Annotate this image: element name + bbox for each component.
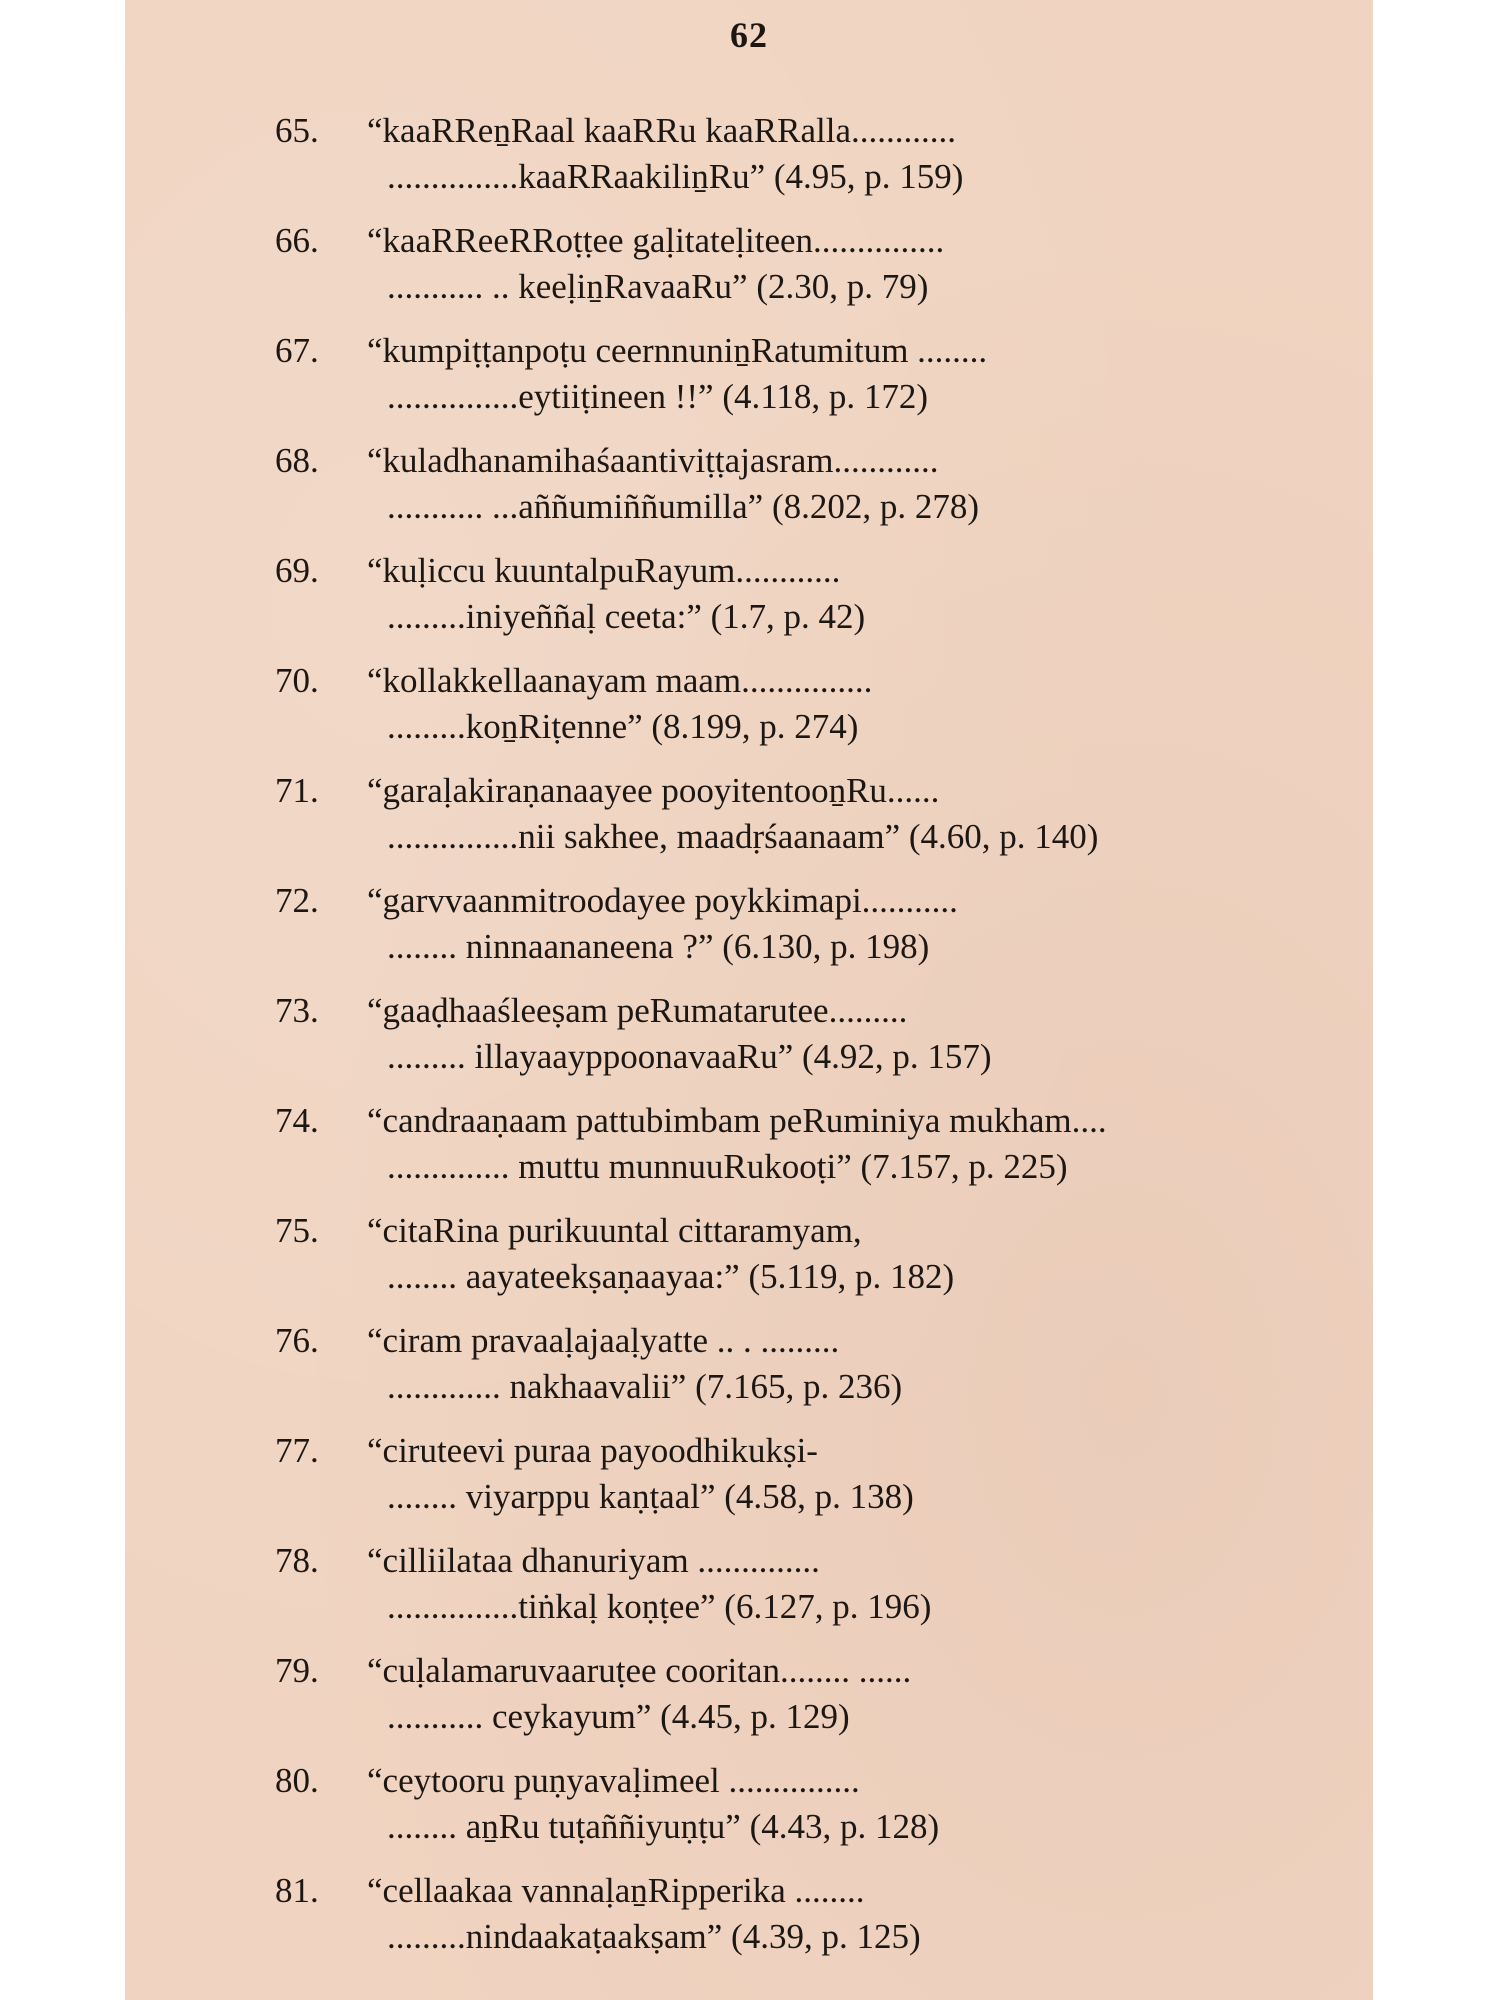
list-item (275, 1318, 1355, 1428)
entry-first-line: “garvvaanmitroodayee poykkimapi........... (367, 881, 958, 920)
entry-number: 75. (275, 1211, 319, 1250)
entry-first-line: “kaaRReeRRoṭṭee gaḷitateḷiteen............... (367, 221, 945, 260)
list-item (275, 548, 1355, 658)
entry-number: 80. (275, 1761, 319, 1800)
book-page (125, 0, 1373, 2000)
entry-first-line: “cellaakaa vannaḷaṉRipperika ........ (367, 1871, 865, 1910)
entry-second-line: ......... illayaayppoonavaaRu” (4.92, p. 157) (387, 1037, 992, 1076)
entry-second-line: .........koṉRiṭenne” (8.199, p. 274) (387, 707, 859, 746)
entry-first-line: “kuḷiccu kuuntalpuRayum............ (367, 551, 841, 590)
entry-first-line: “kaaRReṉRaal kaaRRu kaaRRalla............ (367, 111, 957, 150)
list-item (275, 1758, 1355, 1868)
list-item (275, 878, 1355, 988)
entry-first-line: “ceytooru puṇyavaḷimeel ............... (367, 1761, 860, 1800)
list-item (275, 658, 1355, 768)
list-item (275, 1538, 1355, 1648)
entry-second-line: ........ aṉRu tuṭaññiyuṇṭu” (4.43, p. 128) (387, 1807, 940, 1846)
entry-first-line: “ciram pravaaḷajaaḷyatte .. . ......... (367, 1321, 840, 1360)
list-item (275, 768, 1355, 878)
entry-second-line: ............. nakhaavalii” (7.165, p. 236) (387, 1367, 903, 1406)
entry-second-line: ........ ninnaananeena ?” (6.130, p. 198) (387, 927, 930, 966)
entry-second-line: ...............eytiiṭineen !!” (4.118, p. 172) (387, 377, 929, 416)
entry-second-line: ........... .. keeḷiṉRavaaRu” (2.30, p. 79) (387, 267, 929, 306)
entry-number: 70. (275, 661, 319, 700)
entry-second-line: .........iniyeññaḷ ceeta:” (1.7, p. 42) (387, 597, 866, 636)
entry-second-line: ...............kaaRRaakiliṉRu” (4.95, p. 159) (387, 157, 964, 196)
entry-second-line: .............. muttu munnuuRukooṭi” (7.157, p. 225) (387, 1147, 1068, 1186)
entry-number: 72. (275, 881, 319, 920)
list-item (275, 218, 1355, 328)
entry-number: 66. (275, 221, 319, 260)
entry-number: 79. (275, 1651, 319, 1690)
list-item (275, 1098, 1355, 1208)
list-item (275, 108, 1355, 218)
entry-number: 81. (275, 1871, 319, 1910)
entry-second-line: ........ viyarppu kaṇṭaal” (4.58, p. 138) (387, 1477, 914, 1516)
entry-number: 73. (275, 991, 319, 1030)
list-item (275, 988, 1355, 1098)
list-item (275, 438, 1355, 548)
entry-number: 65. (275, 111, 319, 150)
entry-number: 78. (275, 1541, 319, 1580)
list-item (275, 1868, 1355, 1978)
entry-first-line: “kuladhanamihaśaantiviṭṭajasram............ (367, 441, 939, 480)
entry-number: 67. (275, 331, 319, 370)
entry-first-line: “kumpiṭṭanpoṭu ceernnuniṉRatumitum ........ (367, 331, 988, 370)
list-item (275, 1648, 1355, 1758)
entry-second-line: ...............tiṅkaḷ koṇṭee” (6.127, p. 196) (387, 1587, 932, 1626)
entry-first-line: “kollakkellaanayam maam............... (367, 661, 873, 700)
entry-second-line: ...............nii sakhee, maadṛśaanaam” (4.60, p. 140) (387, 817, 1099, 856)
entry-number: 68. (275, 441, 319, 480)
entry-first-line: “candraaṇaam pattubimbam peRuminiya mukham.... (367, 1101, 1107, 1140)
entry-second-line: ........... ceykayum” (4.45, p. 129) (387, 1697, 850, 1736)
entry-number: 74. (275, 1101, 319, 1140)
entry-number: 69. (275, 551, 319, 590)
page-number: 62 (730, 15, 768, 55)
entry-first-line: “cilliilataa dhanuriyam .............. (367, 1541, 820, 1580)
entry-number: 71. (275, 771, 319, 810)
entry-first-line: “cuḷalamaruvaaruṭee cooritan........ ...... (367, 1651, 912, 1690)
entry-second-line: ........ aayateekṣaṇaayaa:” (5.119, p. 182) (387, 1257, 955, 1296)
entry-list (275, 108, 1355, 1978)
entry-number: 77. (275, 1431, 319, 1470)
entry-first-line: “gaaḍhaaśleeṣam peRumatarutee......... (367, 991, 908, 1030)
entry-first-line: “garaḷakiraṇanaayee pooyitentooṉRu...... (367, 771, 940, 810)
list-item (275, 1428, 1355, 1538)
entry-first-line: “ciruteevi puraa payoodhikukṣi- (367, 1431, 818, 1470)
entry-number: 76. (275, 1321, 319, 1360)
list-item (275, 1208, 1355, 1318)
list-item (275, 328, 1355, 438)
entry-second-line: .........nindaakaṭaakṣam” (4.39, p. 125) (387, 1917, 921, 1956)
entry-second-line: ........... ...aññumiññumilla” (8.202, p. 278) (387, 487, 980, 526)
entry-first-line: “citaRina purikuuntal cittaramyam, (367, 1211, 862, 1250)
